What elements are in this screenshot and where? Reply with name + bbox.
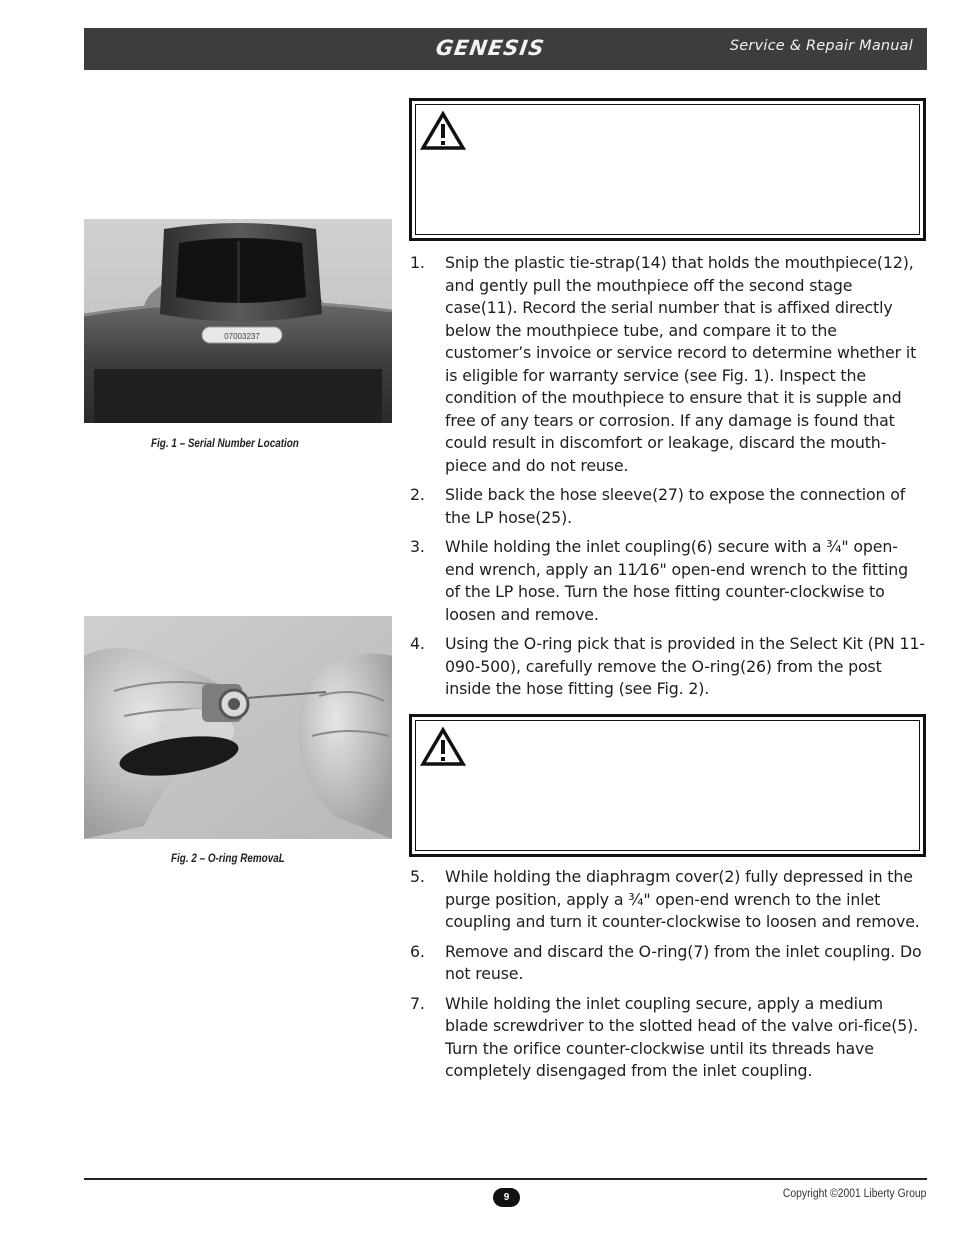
header-bar xyxy=(84,28,927,70)
step-text: While holding the inlet coupling secure, apply a medium blade screwdriver to the slotted head of the valve ori-fice(5). Turn the orifice counter-clockwise until its threads have completely disengaged from the inlet coupling. xyxy=(445,993,919,1080)
step-text: While holding the diaphragm cover(2) fully depressed in the purge position, apply a ¾" open-end wrench to the inlet coupling and turn it counter-clockwise to loosen and remove. xyxy=(445,867,920,931)
step-number: 4. xyxy=(410,634,425,653)
brand-logo: GENESIS xyxy=(434,36,547,60)
warning-triangle-icon xyxy=(420,111,466,151)
step-text: Using the O-ring pick that is provided in the Select Kit (PN 11-090-500), carefully remove the O-ring(26) from the post inside the hose fitting (see Fig. 2). xyxy=(445,634,925,698)
step-text: While holding the inlet coupling(6) secure with a ¾" open-end wrench, apply an 11⁄16" open-end wrench to the fitting of the LP hose. Turn the hose fitting counter-clockwise to loosen and remove. xyxy=(445,537,908,624)
step-number: 2. xyxy=(410,485,425,504)
step-item xyxy=(410,633,926,701)
step-item xyxy=(410,993,926,1083)
serial-label-text: 07003237 xyxy=(224,332,260,341)
figure-2-photo xyxy=(84,616,392,839)
step-number: 6. xyxy=(410,941,425,961)
step-item xyxy=(410,252,926,477)
warning-box-1 xyxy=(409,98,926,241)
step-item xyxy=(410,484,926,529)
warning-triangle-icon xyxy=(420,727,466,767)
figure-1-caption: Fig. 1 – Serial Number Location xyxy=(151,438,299,450)
figure-1-photo xyxy=(84,219,392,423)
step-item xyxy=(410,941,926,986)
figure-2-caption: Fig. 2 – O-ring RemovaL xyxy=(171,853,285,865)
step-text: Slide back the hose sleeve(27) to expose the connection of the LP hose(25). xyxy=(445,485,906,527)
step-number: 1. xyxy=(410,253,425,272)
manual-title: Service & Repair Manual xyxy=(729,38,913,54)
procedure-steps-5-7 xyxy=(410,866,926,1090)
step-item xyxy=(410,866,926,934)
warning-box-2 xyxy=(409,714,926,857)
copyright-text: Copyright ©2001 Liberty Group xyxy=(782,1188,926,1200)
step-text: Snip the plastic tie-strap(14) that holds the mouthpiece(12), and gently pull the mouthpiece off the second stage case(11). Record the serial number that is affixed directly below the mouthpiece tube, and compare it to the customer’s invoice or service record to determine whether it is eligible for warranty service (see Fig. 1). Inspect the condition of the mouthpiece to ensure that it is supple and free of any tears or corrosion. If any damage is found that could result in discomfort or leakage, discard the mouth-piece and do not reuse. xyxy=(445,253,917,475)
step-item xyxy=(410,536,926,626)
footer-rule xyxy=(84,1178,927,1180)
step-number: 7. xyxy=(410,993,425,1013)
step-number: 3. xyxy=(410,537,425,556)
step-number: 5. xyxy=(410,867,425,886)
procedure-steps-1-4 xyxy=(410,252,926,708)
step-text: Remove and discard the O-ring(7) from the inlet coupling. Do not reuse. xyxy=(445,941,922,983)
page-number-badge: 9 xyxy=(493,1188,520,1207)
